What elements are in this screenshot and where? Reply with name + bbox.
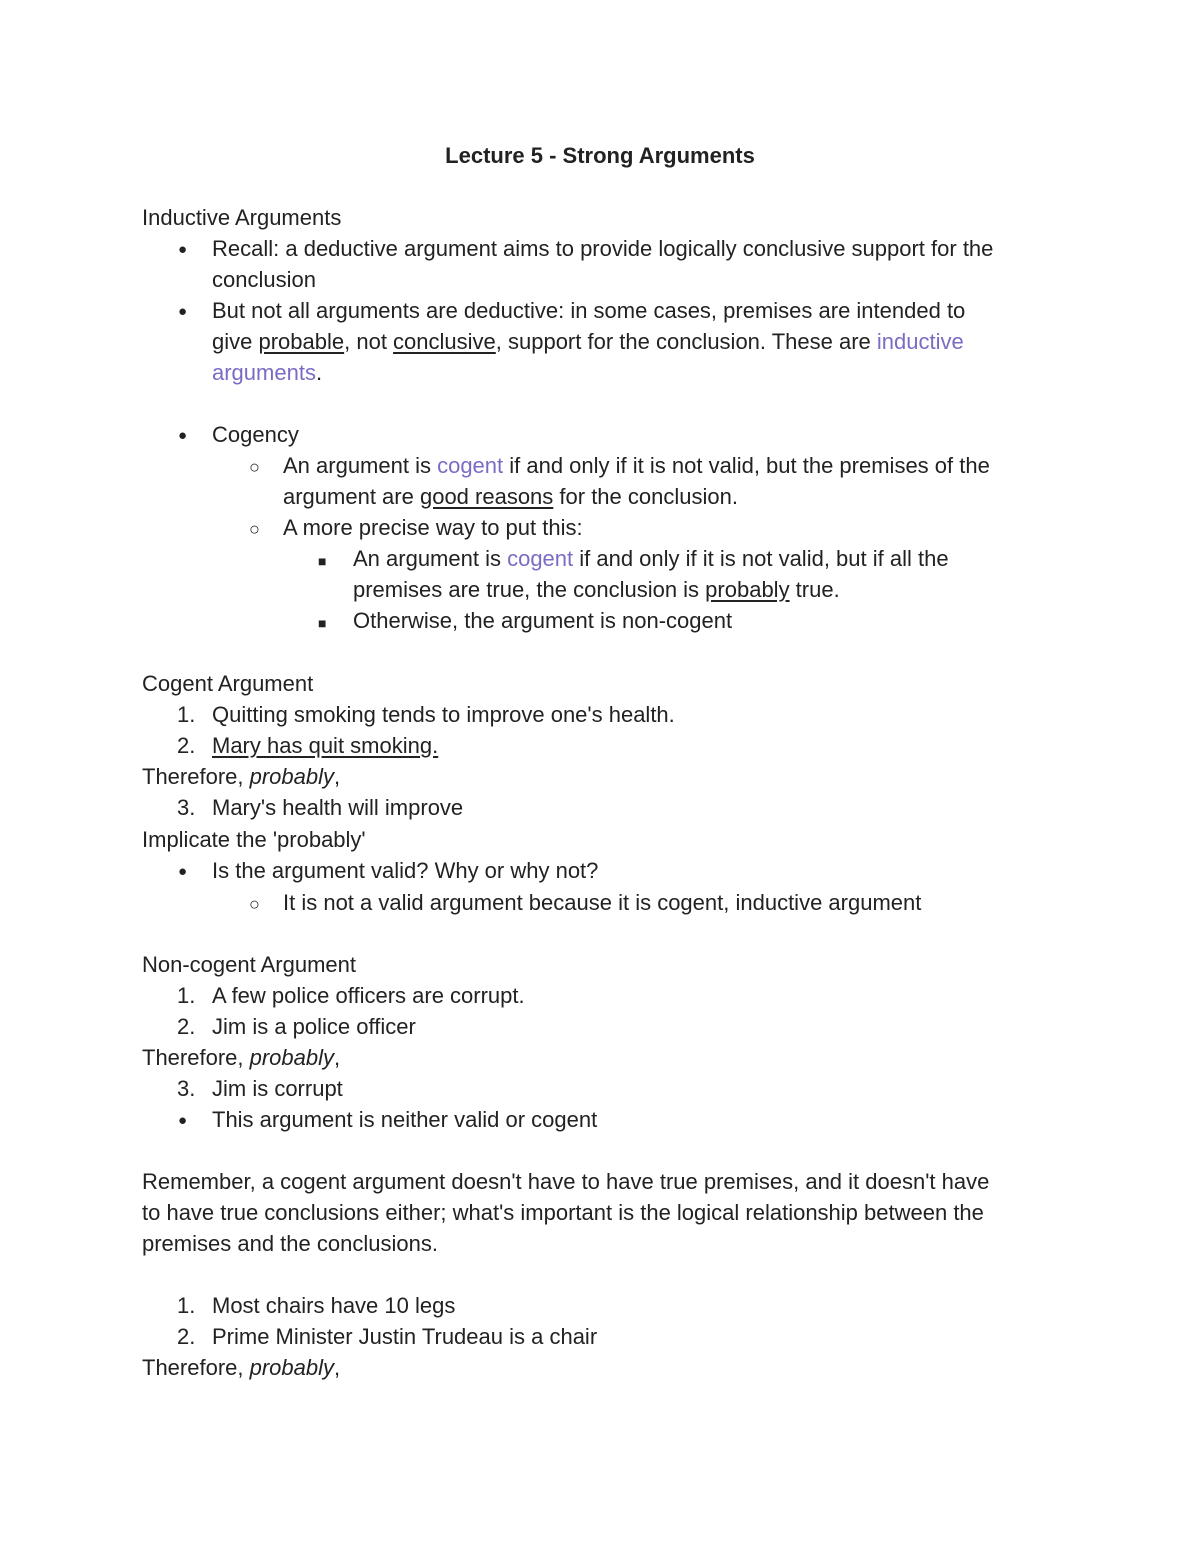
list-number: 2. <box>177 733 196 758</box>
text-run: argument are <box>283 484 420 509</box>
square-bullet-icon: ■ <box>318 615 327 631</box>
circle-bullet-icon: ○ <box>249 457 260 477</box>
italic-probably: probably <box>249 764 334 789</box>
circle-bullet-icon: ○ <box>249 519 260 539</box>
valid-answer: It is not a valid argument because it is cogent, inductive argument <box>283 890 922 915</box>
precise-definition-line-2 <box>353 576 840 604</box>
underlined-premise: Mary has quit smoking. <box>212 733 439 758</box>
list-number: 2. <box>177 1014 196 1039</box>
implicate-line: Implicate the 'probably' <box>142 827 366 852</box>
remember-line-2: to have true conclusions either; what's important is the logical relationship between the <box>142 1200 984 1225</box>
remember-line-1: Remember, a cogent argument doesn't have to have true premises, and it doesn't have <box>142 1169 990 1194</box>
page-title: Lecture 5 - Strong Arguments <box>445 143 755 168</box>
text-run: , not <box>344 329 394 354</box>
chair-premise-1: Most chairs have 10 legs <box>212 1293 456 1318</box>
text-run: An argument is <box>353 546 508 571</box>
text-run: Therefore, <box>142 764 250 789</box>
noncogent-conclusion: Jim is corrupt <box>212 1076 343 1101</box>
section-heading-cogent: Cogent Argument <box>142 671 314 696</box>
underlined-good-reasons: good reasons <box>419 484 554 509</box>
cogent-conclusion: Mary's health will improve <box>212 795 464 820</box>
cogency-item: Cogency <box>212 422 299 447</box>
bullet-icon: ● <box>178 241 188 258</box>
text-run: , <box>334 764 341 789</box>
text-run: if and only if it is not valid, but if all the <box>573 546 949 571</box>
circle-bullet-icon: ○ <box>249 894 260 914</box>
therefore-line <box>142 763 340 791</box>
text-run: Therefore, <box>142 1355 250 1380</box>
square-bullet-icon: ■ <box>318 553 327 569</box>
remember-line-3: premises and the conclusions. <box>142 1231 438 1256</box>
not-all-line-3 <box>212 359 322 387</box>
precise-definition-line-1 <box>353 545 949 573</box>
underlined-probable: probable <box>258 329 345 354</box>
term-cogent: cogent <box>437 453 504 478</box>
text-run: premises are true, the conclusion is <box>353 577 706 602</box>
section-heading-noncogent: Non-cogent Argument <box>142 952 357 977</box>
precise-way-item: A more precise way to put this: <box>283 515 583 540</box>
noncogent-premise-2: Jim is a police officer <box>212 1014 416 1039</box>
text-run: if and only if it is not valid, but the premises of the <box>503 453 990 478</box>
term-arguments: arguments <box>212 360 316 385</box>
valid-question: Is the argument valid? Why or why not? <box>212 858 599 883</box>
non-cogent-definition: Otherwise, the argument is non-cogent <box>353 608 733 633</box>
text-run: , <box>334 1355 341 1380</box>
cogent-premise-1: Quitting smoking tends to improve one's health. <box>212 702 675 727</box>
underlined-probably: probably <box>705 577 790 602</box>
term-cogent: cogent <box>507 546 574 571</box>
bullet-icon: ● <box>178 1112 188 1129</box>
text-run: Therefore, <box>142 1045 250 1070</box>
list-number: 3. <box>177 795 196 820</box>
list-number: 1. <box>177 983 196 1008</box>
text-run: , <box>334 1045 341 1070</box>
text-run: true. <box>789 577 840 602</box>
text-run: for the conclusion. <box>553 484 738 509</box>
bullet-icon: ● <box>178 303 188 320</box>
text-run: An argument is <box>283 453 438 478</box>
list-number: 1. <box>177 1293 196 1318</box>
section-heading-inductive: Inductive Arguments <box>142 205 342 230</box>
therefore-line <box>142 1354 340 1382</box>
not-all-line-1: But not all arguments are deductive: in some cases, premises are intended to <box>212 298 966 323</box>
term-inductive: inductive <box>876 329 964 354</box>
not-all-line-2 <box>212 328 964 356</box>
list-number: 3. <box>177 1076 196 1101</box>
bullet-icon: ● <box>178 863 188 880</box>
therefore-line <box>142 1044 340 1072</box>
text-run: . <box>315 360 323 385</box>
text-run: , support for the conclusion. These are <box>495 329 877 354</box>
recall-line-1: Recall: a deductive argument aims to provide logically conclusive support for the <box>212 236 994 261</box>
underlined-conclusive: conclusive <box>393 329 496 354</box>
neither-note: This argument is neither valid or cogent <box>212 1107 598 1132</box>
bullet-icon: ● <box>178 427 188 444</box>
list-number: 2. <box>177 1324 196 1349</box>
italic-probably: probably <box>249 1045 334 1070</box>
cogent-definition-line-2 <box>283 483 738 511</box>
chair-premise-2: Prime Minister Justin Trudeau is a chair <box>212 1324 598 1349</box>
cogent-definition-line-1 <box>283 452 990 480</box>
cogent-premise-2 <box>212 732 438 760</box>
noncogent-premise-1: A few police officers are corrupt. <box>212 983 525 1008</box>
italic-probably: probably <box>249 1355 334 1380</box>
text-run: give <box>212 329 259 354</box>
list-number: 1. <box>177 702 196 727</box>
recall-line-2: conclusion <box>212 267 316 292</box>
